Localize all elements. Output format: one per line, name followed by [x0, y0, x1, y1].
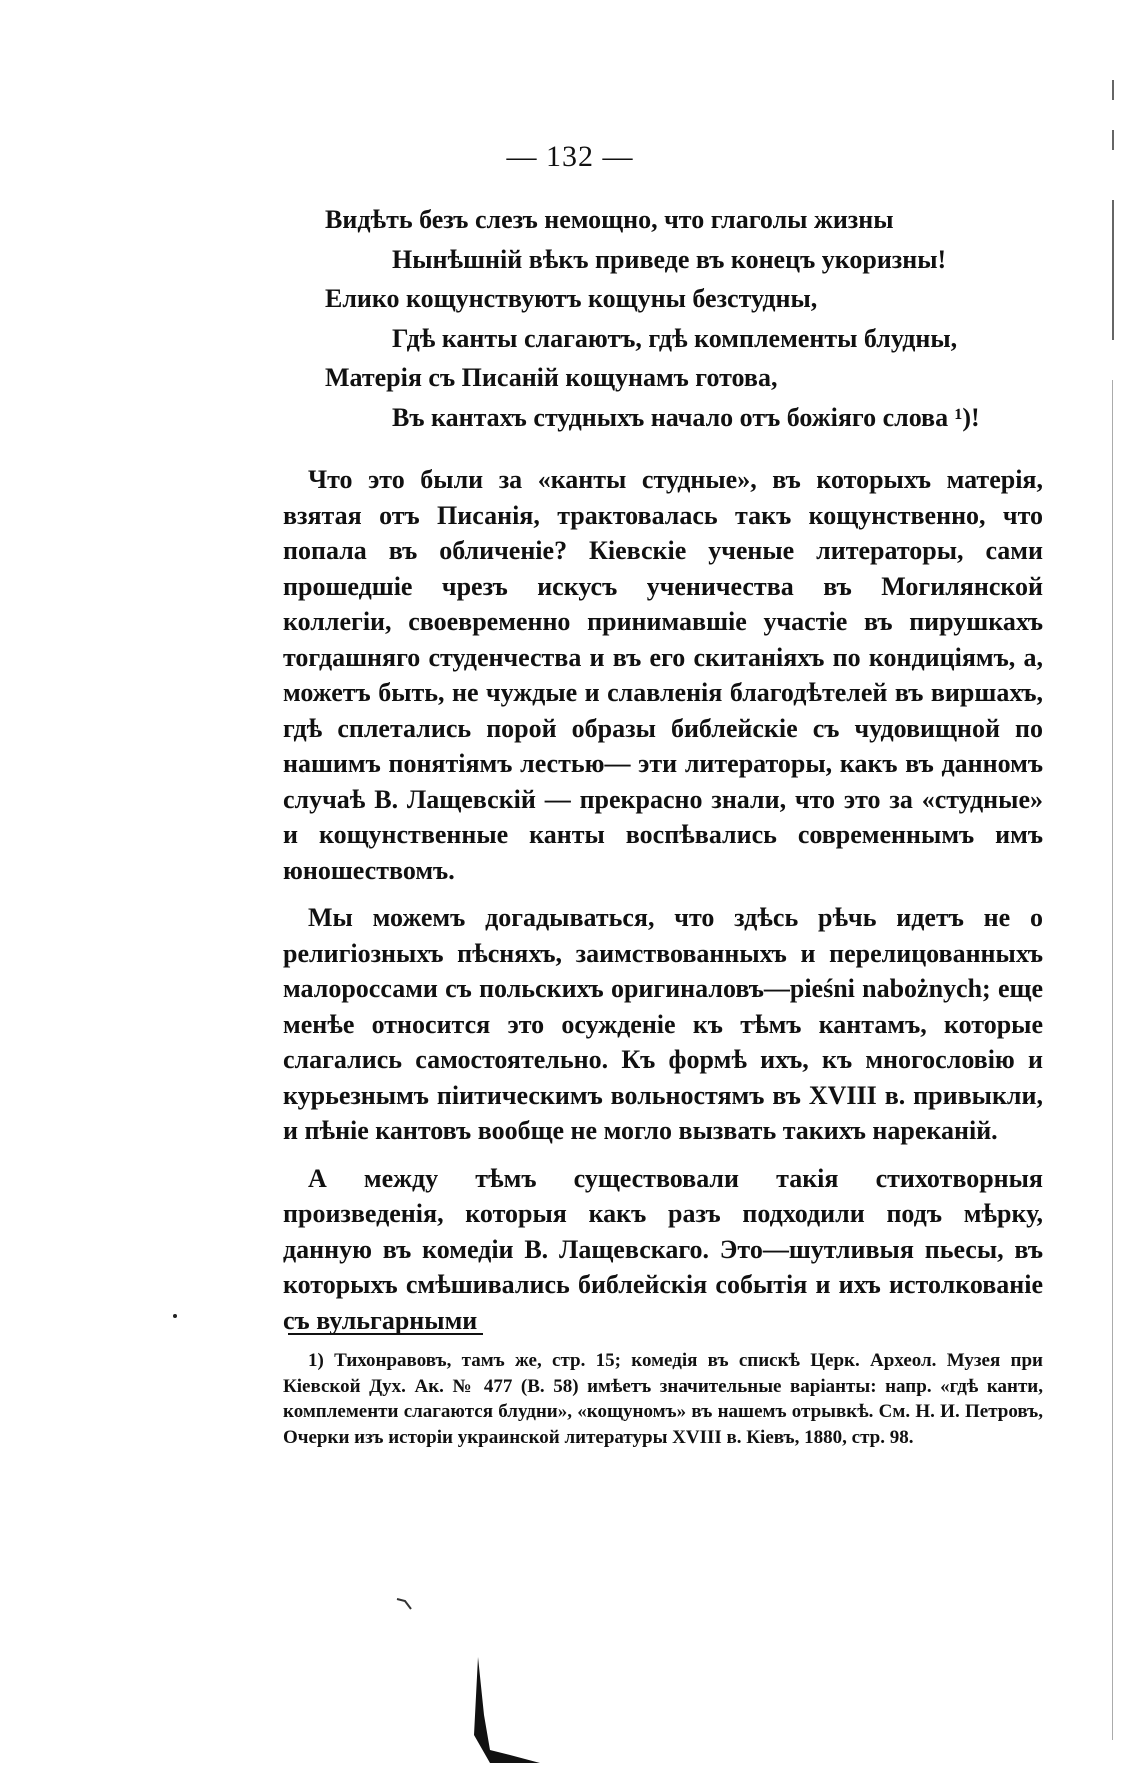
verse-line: Видѣть безъ слезъ немощно, что глаголы жизны	[325, 205, 894, 234]
scan-margin-mark	[1112, 130, 1114, 150]
verse-line: Гдѣ канты слагаютъ, гдѣ комплементы блудны,	[392, 323, 958, 353]
verse-block	[325, 200, 1045, 437]
page-number: — 132 —	[506, 140, 634, 173]
verse-line: Елико кощунствуютъ кощуны безстудны,	[325, 284, 818, 313]
scan-speck	[470, 1655, 560, 1765]
scan-margin-mark	[1112, 80, 1114, 100]
paragraph: Что это были за «канты студные», въ которыхъ матерія, взятая отъ Писанія, трактовалась такъ кощунственно, что попала въ обличеніе? Кіевскіе ученые литераторы, сами прошедшіе чрезъ искусъ ученичества въ Могилянской коллегіи, своевременно принимавшіе участіе въ пирушкахъ тогдашняго студенчества и въ его скитаніяхъ по кондиціямъ, а, можетъ быть, не чуждые и славленія благодѣтелей въ виршахъ, гдѣ сплетались порой образы библейскіе съ чудовищной по нашимъ понятіямъ лестью— эти литераторы, какъ въ данномъ случаѣ В. Лащевскій — прекрасно знали, что это за «студные» и кощунственные канты воспѣвались современнымъ имъ юношествомъ.	[283, 465, 1043, 885]
footnote-text: 1) Тихонравовъ, тамъ же, стр. 15; комедія въ спискѣ Церк. Археол. Музея при Кіевской Дух. Ак. № 477 (В. 58) имѣетъ значительные варіанты: напр. «гдѣ канти, комплементи слагаются блудни», «кощуномъ» въ нашемъ отрывкѣ. См. Н. И. Петровъ, Очерки изъ исторіи украинской литературы XVIII в. Кіевъ, 1880, стр. 98.	[283, 1350, 1043, 1448]
body-text	[283, 462, 1043, 1350]
footnote-separator	[288, 1333, 483, 1335]
paragraph: А между тѣмъ существовали такія стихотворныя произведенія, которыя какъ разъ подходили подъ мѣрку, данную въ комедіи В. Лащевскаго. Это—шутливыя пьесы, въ которыхъ смѣшивались библейскія событія и ихъ истолкованіе съ вульгарными	[283, 1163, 1043, 1335]
scan-margin-mark	[1112, 380, 1113, 1740]
verse-line: Въ кантахъ студныхъ начало отъ божіяго слова ¹)!	[392, 402, 980, 432]
scan-speck	[173, 1314, 177, 1318]
scan-speck	[395, 1595, 425, 1615]
paragraph: Мы можемъ догадываться, что здѣсь рѣчь идетъ не о религіозныхъ пѣсняхъ, заимствованныхъ и перелицованныхъ малороссами съ польскихъ оригиналовъ—pieśni nabożnych; еще менѣе относится это осужденіе къ тѣмъ кантамъ, которые слагались самостоятельно. Къ формѣ ихъ, къ многословію и курьезнымъ піитическимъ вольностямъ въ XVIII в. привыкли, и пѣніе кантовъ вообще не могло вызвать такихъ нареканій.	[283, 903, 1043, 1145]
footnote	[283, 1348, 1043, 1450]
verse-line: Нынѣшній вѣкъ приведе въ конецъ укоризны!	[392, 244, 947, 274]
scan-margin-mark	[1112, 200, 1114, 340]
verse-line: Матерія съ Писаній кощунамъ готова,	[325, 363, 778, 392]
